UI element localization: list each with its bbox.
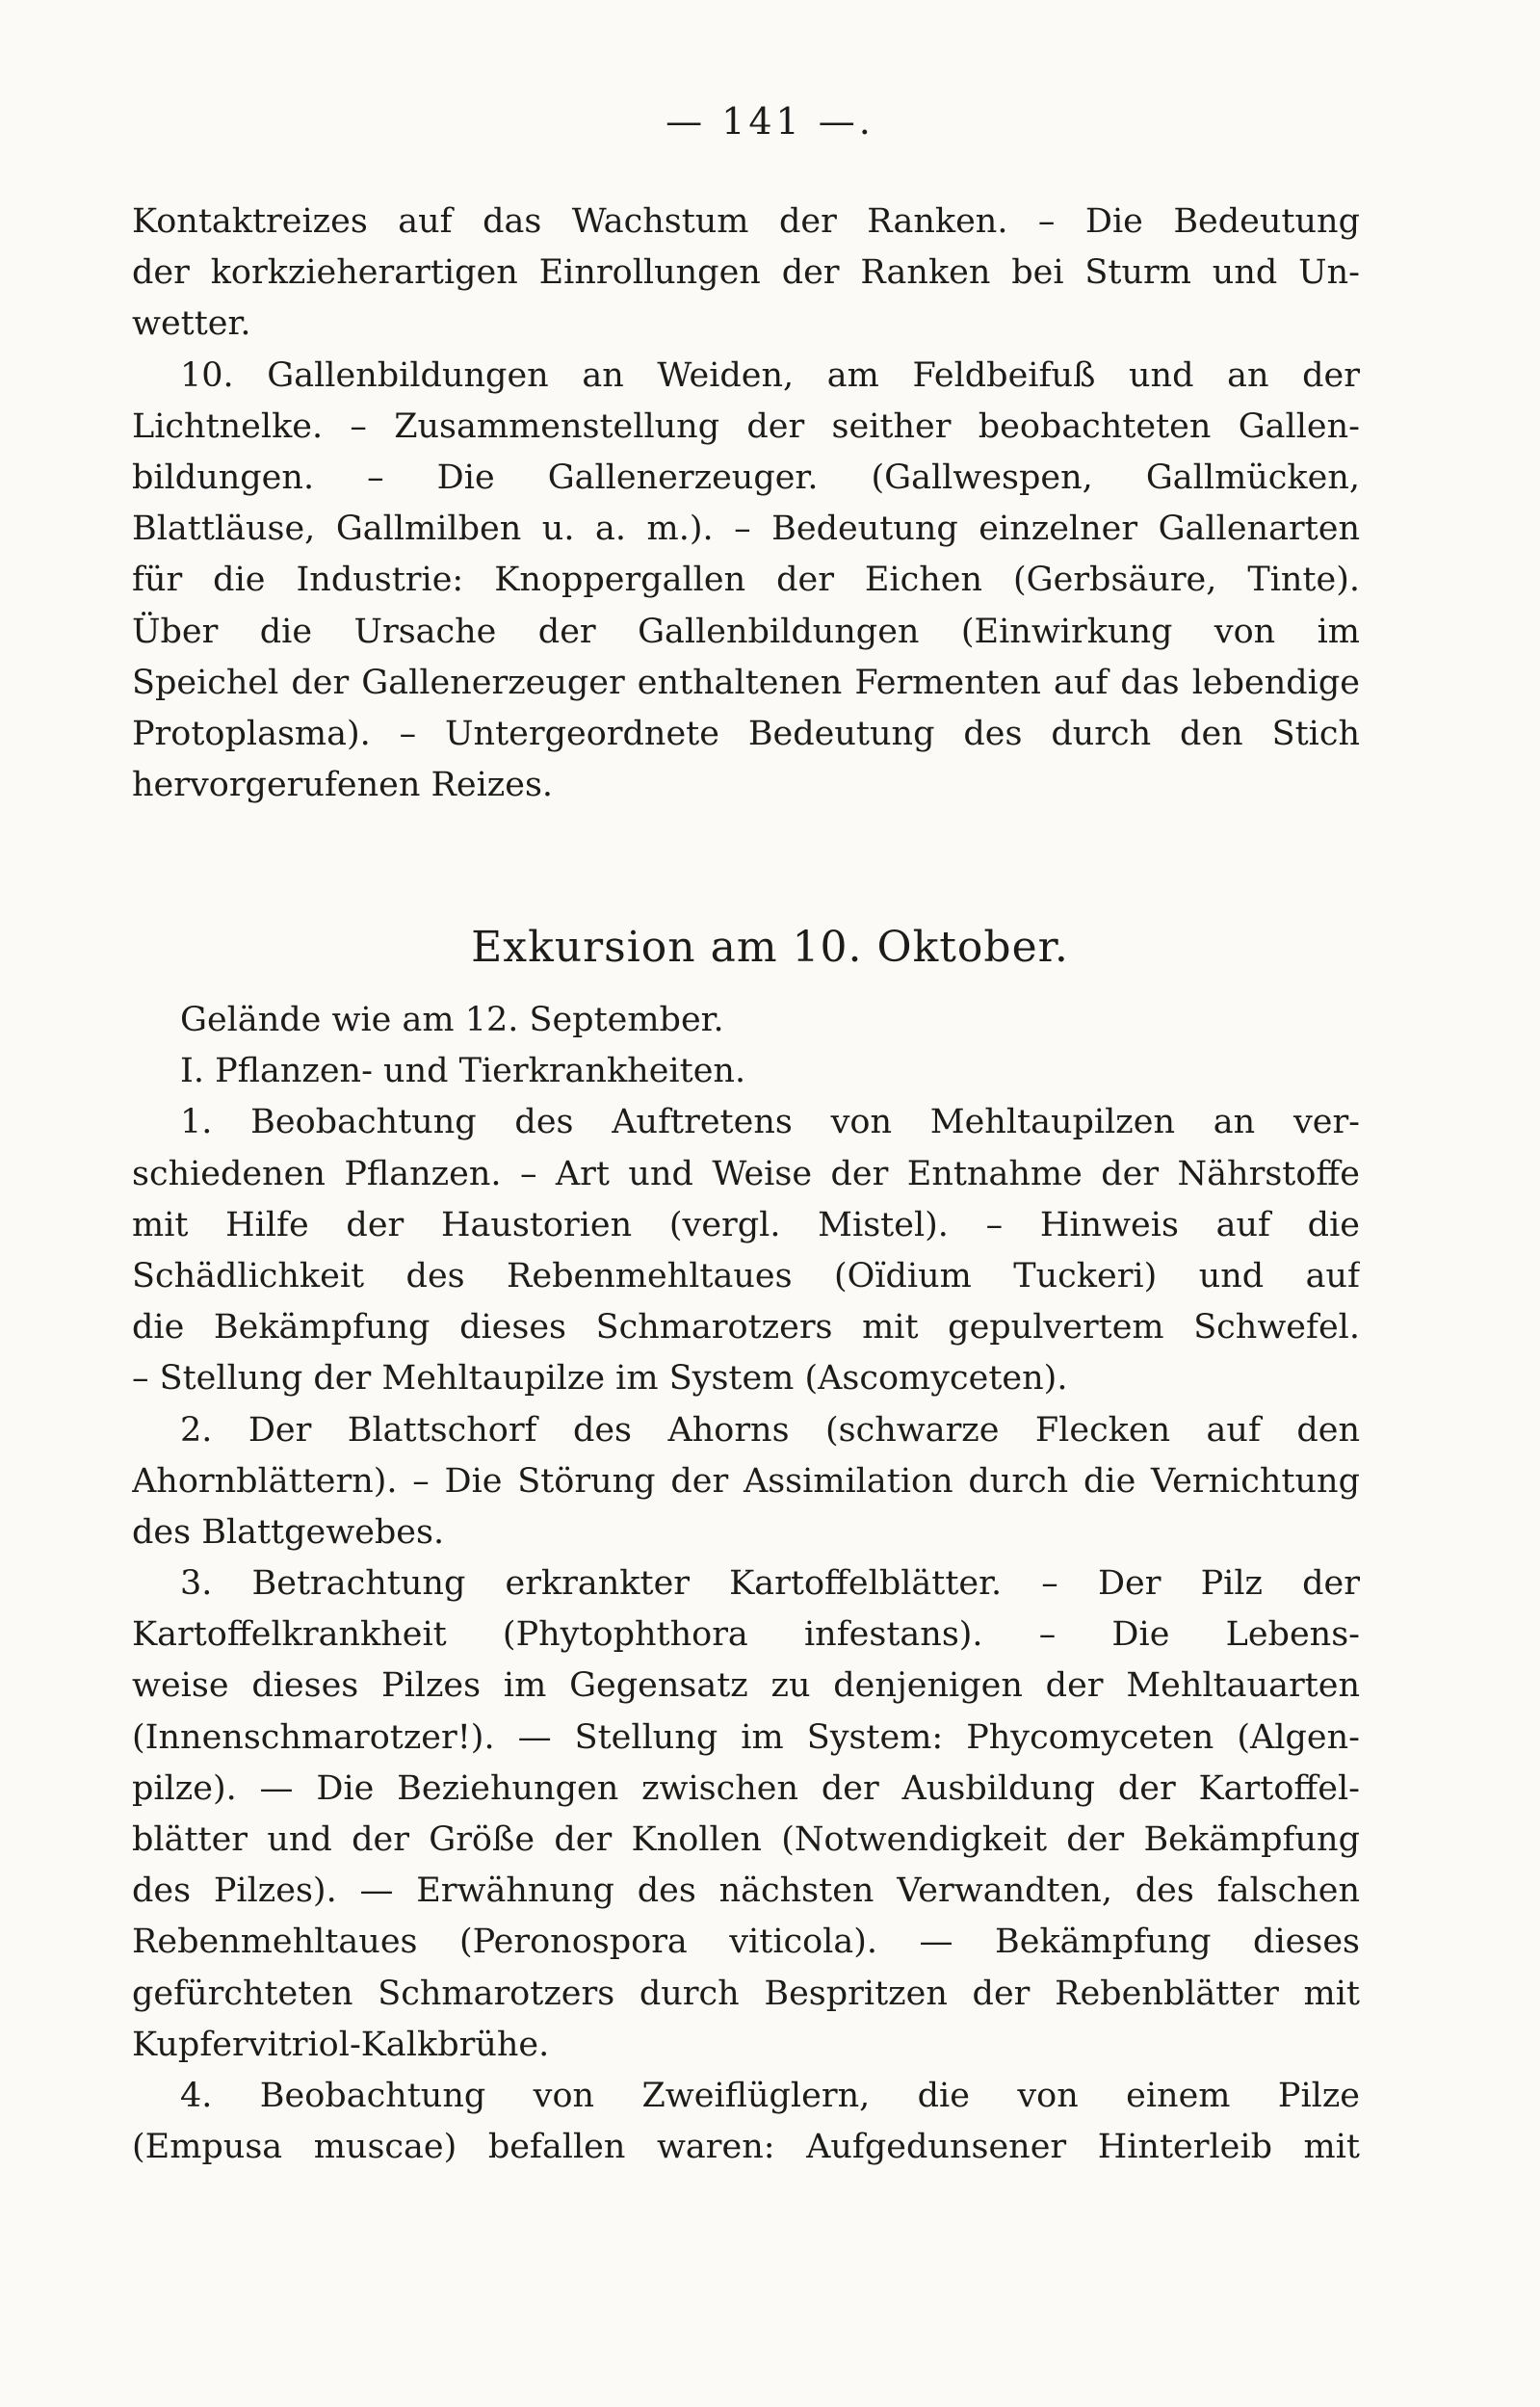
text-line: wetter. xyxy=(132,304,251,344)
text-line: Kontaktreizes auf das Wachstum der Ranken. – Die Bedeutung xyxy=(132,202,1360,241)
text-line: Ahornblättern). – Die Störung der Assimilation durch die Vernichtung xyxy=(132,1461,1360,1501)
text-line: Kupfervitriol-Kalkbrühe. xyxy=(132,2025,550,2064)
text-line: Blattläuse, Gallmilben u. a. m.). – Bedeutung einzelner Gallenarten xyxy=(132,510,1360,549)
text-line: 2. Der Blattschorf des Ahorns (schwarze Flecken auf den xyxy=(180,1410,1360,1450)
text-line: 10. Gallenbildungen an Weiden, am Feldbeifuß und an der xyxy=(180,355,1360,395)
text-line: Gelände wie am 12. September. xyxy=(180,1001,724,1039)
text-line: pilze). — Die Beziehungen zwischen der Ausbildung der Kartoffel- xyxy=(132,1768,1360,1808)
text-line: Über die Ursache der Gallenbildungen (Einwirkung von im xyxy=(132,612,1360,651)
text-line: schiedenen Pflanzen. – Art und Weise der Entnahme der Nährstoffe xyxy=(132,1154,1360,1193)
text-line: Kartoffelkrankheit (Phytophthora infestans). – Die Lebens- xyxy=(132,1615,1360,1655)
text-block-top xyxy=(132,196,1360,811)
text-line: blätter und der Größe der Knollen (Notwendigkeit der Bekämpfung xyxy=(132,1820,1360,1859)
text-line: – Stellung der Mehltaupilze im System (Ascomyceten). xyxy=(132,1359,1068,1399)
subsection-title: I. Pflanzen- und Tierkrankheiten. xyxy=(180,1052,746,1091)
text-line: Schädlichkeit des Rebenmehltaues (Oïdium Tuckeri) und auf xyxy=(132,1256,1360,1295)
text-line: (Empusa muscae) befallen waren: Aufgedunsener Hinterleib mit xyxy=(132,2128,1360,2167)
text-line: des Pilzes). — Erwähnung des nächsten Verwandten, des falschen xyxy=(132,1871,1360,1911)
text-line: gefürchteten Schmarotzers durch Bespritzen der Rebenblätter mit xyxy=(132,1974,1360,2013)
text-line: Lichtnelke. – Zusammenstellung der seither beobachteten Gallen- xyxy=(132,406,1360,446)
text-line: mit Hilfe der Haustorien (vergl. Mistel). – Hinweis auf die xyxy=(132,1205,1360,1244)
text-line: des Blattgewebes. xyxy=(132,1512,445,1552)
text-line: Protoplasma). – Untergeordnete Bedeutung des durch den Stich xyxy=(132,714,1360,753)
text-line: die Bekämpfung dieses Schmarotzers mit gepulvertem Schwefel. xyxy=(132,1308,1360,1347)
text-line: für die Industrie: Knoppergallen der Eichen (Gerbsäure, Tinte). xyxy=(132,561,1360,600)
text-block-bottom xyxy=(132,995,1360,2173)
section-heading: Exkursion am 10. Oktober. xyxy=(471,923,1069,972)
text-line: 4. Beobachtung von Zweiflüglern, die von einem Pilze xyxy=(180,2076,1360,2115)
text-line: weise dieses Pilzes im Gegensatz zu denjenigen der Mehltauarten xyxy=(132,1666,1360,1706)
text-line: (Innenschmarotzer!). — Stellung im System: Phycomyceten (Algen- xyxy=(132,1717,1360,1757)
text-line: 1. Beobachtung des Auftretens von Mehltaupilzen an ver- xyxy=(180,1103,1360,1142)
page-number: — 141 —. xyxy=(666,100,874,143)
text-line: hervorgerufenen Reizes. xyxy=(132,766,554,805)
text-line: bildungen. – Die Gallenerzeuger. (Gallwespen, Gallmücken, xyxy=(132,458,1360,497)
text-line: Rebenmehltaues (Peronospora viticola). — Bekämpfung dieses xyxy=(132,1923,1360,1962)
text-line: der korkzieherartigen Einrollungen der Ranken bei Sturm und Un- xyxy=(132,253,1360,293)
text-line: 3. Betrachtung erkrankter Kartoffelblätter. – Der Pilz der xyxy=(180,1564,1360,1604)
text-line: Speichel der Gallenerzeuger enthaltenen Fermenten auf das lebendige xyxy=(132,663,1360,702)
